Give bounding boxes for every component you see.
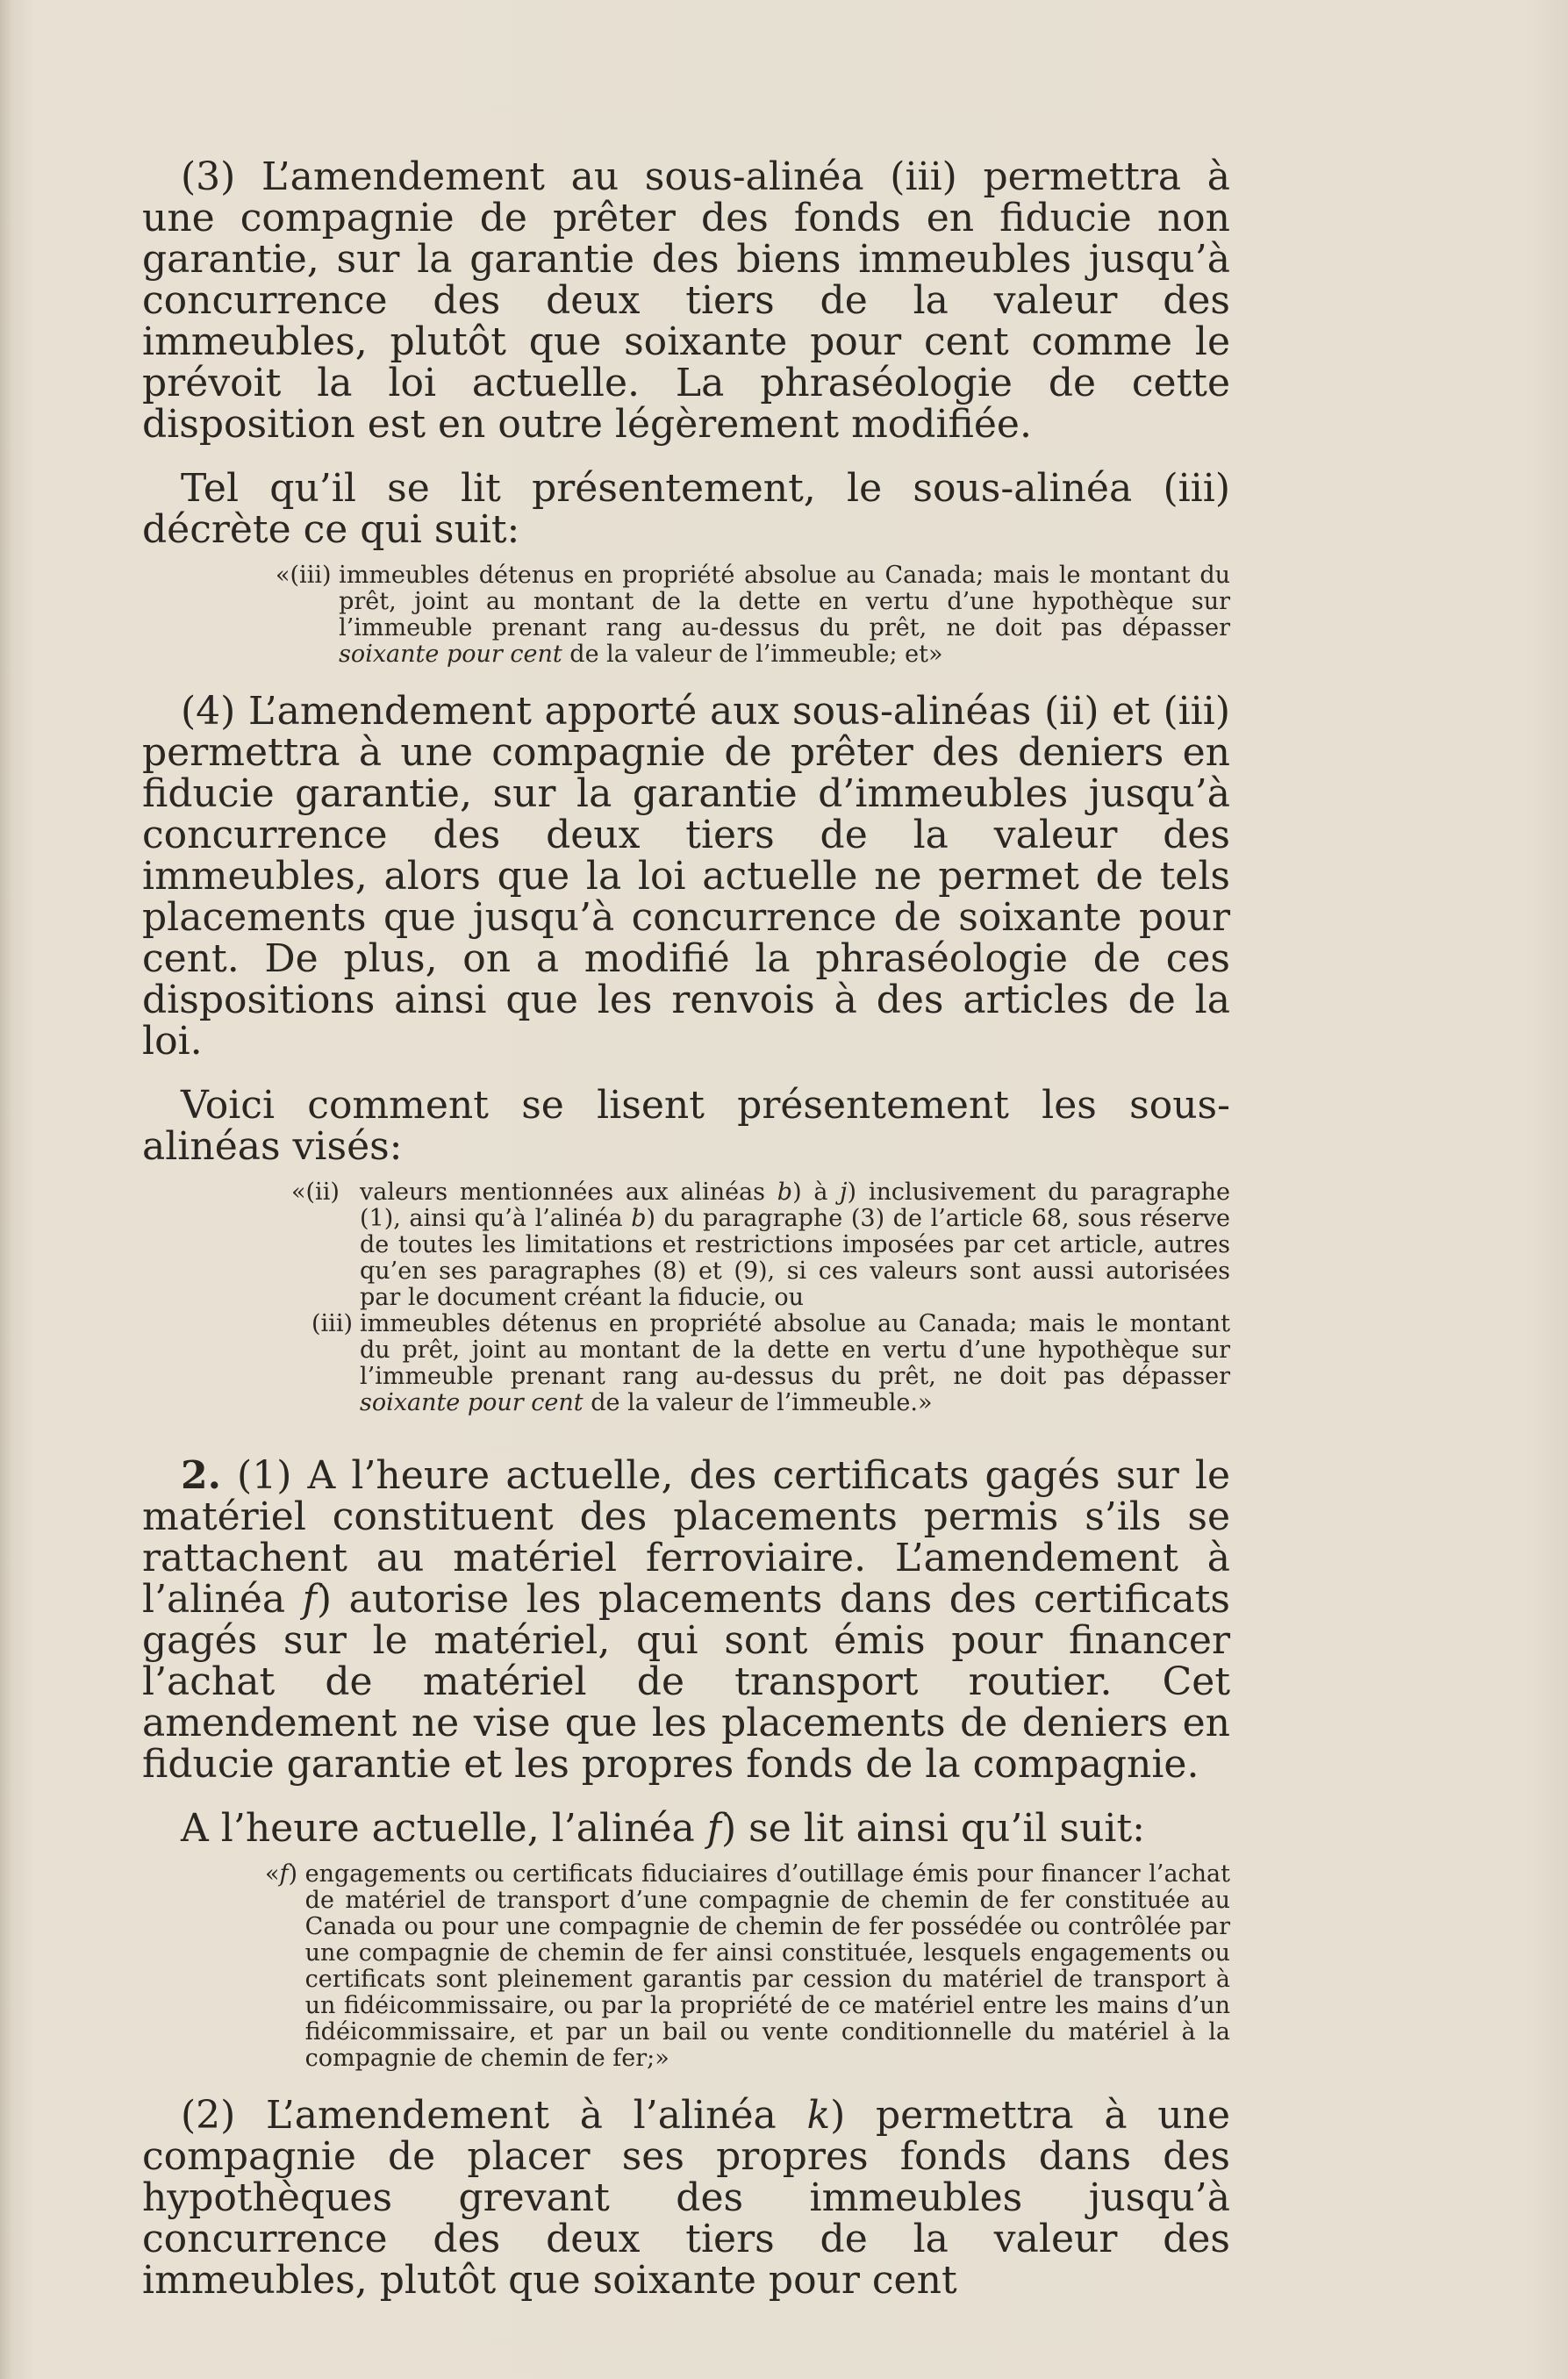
quote-iii-current [142,563,1230,668]
paragraph-4-text: (4) L’amendement apporté aux sous-alinéas (ii) et (iii) permettra à une compagnie de prêter des deniers en fiducie garantie, sur la garantie d’immeubles jusqu’à concurrence des deux tiers de la valeur des immeubles, alors que la loi actuelle ne permet de tels placements que jusqu’à concurrence de soixante pour cent. De plus, on a modifié la phraséologie de ces dispositions ainsi que les renvois à des articles de la loi. [142,689,1230,1064]
quote-item-iii [291,1311,1230,1416]
article-italic: f [302,1577,317,1622]
voici-intro-text: Voici comment se lisent présentement les sous-alinéas visés: [142,1083,1230,1169]
paragraph-italic: k [806,2093,831,2138]
quote-italic: b [777,1179,793,1206]
quote-text-part: immeubles détenus en propriété absolue au Canada; mais le montant du prêt, joint au montant de la dette en vertu d’une hypothèque sur l’immeuble prenant rang au-dessus du prêt, ne doit pas dépasser [360,1310,1230,1390]
article-number: 2. [181,1453,221,1498]
tel-intro-paragraph [142,468,1230,550]
quote-italic: j [840,1179,848,1206]
quote-label-f [265,1861,305,2072]
quote-label-italic: f [279,1860,289,1888]
quote-label-ii: «(ii) [291,1179,340,1206]
heure-intro-paragraph [142,1808,1230,1849]
quote-label-part: ) [288,1860,305,1888]
quote-label-part: « [265,1860,280,1888]
quote-italic: soixante pour cent [339,641,562,668]
article-text-part: ) autorise les placements dans des certificats gagés sur le matériel, qui sont émis pour financer l’achat de matériel de transport routier. Cet amendement ne vise que les placements de deniers en fiducie garantie et les propres fonds de la compagnie. [142,1577,1231,1787]
quote-text-part: immeubles détenus en propriété absolue au Canada; mais le montant du prêt, joint au montant de la dette en vertu d’une hypothèque sur l’immeuble prenant rang au-dessus du prêt, ne doit pas dépasser [339,562,1230,641]
heure-text-part: A l’heure actuelle, l’alinéa [181,1806,707,1851]
quote-text-part: de la valeur de l’immeuble.» [583,1389,933,1416]
quote-text-part: ) à [792,1179,841,1206]
quote-text-part: ) inclusivement du paragraphe (1), ainsi qu’à l’alinéa [360,1179,1230,1232]
article-2-paragraph [142,1455,1230,1785]
paragraph-3 [142,156,1230,445]
paragraph-2-2 [142,2095,1230,2301]
quote-f [142,1861,1230,2072]
quote-text [339,563,1230,668]
quote-text-part: de la valeur de l’immeuble; et» [562,641,943,668]
quote-text-part: valeurs mentionnées aux alinéas [360,1179,777,1206]
quote-italic: b [631,1205,647,1232]
quote-label: «(iii) [276,562,340,589]
quote-italic: soixante pour cent [360,1389,584,1416]
quote-label-iii: (iii) [311,1310,353,1337]
paragraph-4 [142,691,1230,1062]
paragraph-text-part: ) permettra à une compagnie de placer ses propres fonds dans des hypothèques grevant des immeubles jusqu’à concurrence des deux tiers de la valeur des immeubles, plutôt que soixante pour cent [142,2093,1230,2303]
tel-intro-text: Tel qu’il se lit présentement, le sous-alinéa (iii) décrète ce qui suit: [142,466,1230,552]
quote-text-iii [360,1311,1230,1416]
page-content [142,156,1230,2301]
paragraph-text-part: (2) L’amendement à l’alinéa [181,2093,807,2138]
quote-text-ii [360,1179,1230,1311]
quote-text-f: engagements ou certificats fiduciaires d’outillage émis pour financer l’achat de matériel de transport d’une compagnie de chemin de fer constituée au Canada ou pour une compagnie de chemin de fer possédée ou contrôlée par une compagnie de chemin de fer ainsi constituée, lesquels engagements ou certificats sont pleinement garantis par cession du matériel de transport à un fidéicommissaire, ou par la propriété de ce matériel entre les mains d’un fidéicommissaire, et par un bail ou vente conditionnelle du matériel à la compagnie de chemin de fer;» [304,1860,1230,2072]
quote-item-ii [291,1179,1230,1311]
paragraph-3-text: (3) L’amendement au sous-alinéa (iii) permettra à une compagnie de prêter des fonds en fiducie non garantie, sur la garantie des biens immeubles jusqu’à concurrence des deux tiers de la valeur des immeubles, plutôt que soixante pour cent comme le prévoit la loi actuelle. La phraséologie de cette disposition est en outre légèrement modifiée. [142,154,1230,447]
quote-text-part: ) du paragraphe (3) de l’article 68, sous réserve de toutes les limitations et restrictions imposées par cet article, autres qu’en ses paragraphes (8) et (9), si ces valeurs sont aussi autorisées par le document créant la fiducie, ou [360,1205,1230,1311]
voici-intro-paragraph [142,1085,1230,1167]
article-text-part: (1) A l’heure actuelle, des certificats gagés sur le matériel constituent des placements permis s’ils se rattachent au matériel ferroviaire. L’amendement à l’alinéa [142,1453,1230,1622]
heure-text-part: ) se lit ainsi qu’il suit: [721,1806,1145,1851]
quote-ii-iii [142,1179,1230,1416]
heure-italic: f [706,1806,722,1851]
